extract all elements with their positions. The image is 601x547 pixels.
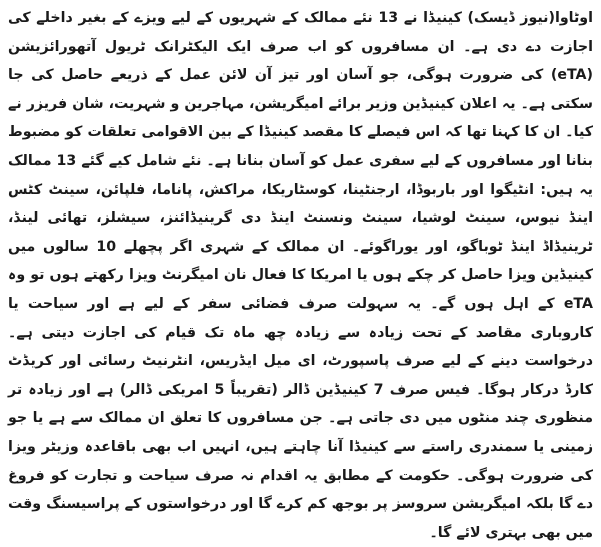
article-text: اوٹاوا(نیوز ڈیسک) کینیڈا نے 13 نئے ممالک کے شہریوں کے لیے ویزے کے بغیر داخلے کی اجازت دے دی ہے۔ ان مسافروں کو اب صرف ایک الیکٹرانک ٹریول آتھورائزیشن (eTA) کی ضرورت ہوگی، جو آسان اور تیز آن لائن عمل کے ذریعے حاصل کی جا سکتی ہے۔ یہ اعلان کینیڈین وزیر برائے امیگریشن، مہاجرین و شہریت، شان فریزر نے کیا۔ ان کا کہنا تھا کہ اس فیصلے کا مقصد کینیڈا کے بین الاقوامی تعلقات کو مضبوط بنانا اور مسافروں کے لیے سفری عمل کو آسان بنانا ہے۔ نئے شامل کیے گئے 13 ممالک یہ ہیں: انٹیگوا اور باربوڈا، ارجنٹینا، کوسٹاریکا، مراکش، پاناما، فلپائن، سینٹ کٹس اینڈ نیوس، سینٹ لوشیا، سینٹ ونسنٹ اینڈ دی گرینیڈائنز، سیشلز، تھائی لینڈ، ٹرینیڈاڈ اینڈ ٹوباگو، اور یوراگوئے۔ ان ممالک کے شہری اگر پچھلے 10 سالوں میں کینیڈین ویزا حاصل کر چکے ہوں یا امریکا کا فعال نان امیگرنٹ ویزا رکھتے ہوں تو وہ eTA کے اہل ہوں گے۔ یہ سہولت صرف فضائی سفر کے لیے ہے اور سیاحت یا کاروباری مقاصد کے تحت زیادہ سے زیادہ چھ ماہ تک قیام کی اجازت دیتی ہے۔ درخواست دینے کے لیے صرف پاسپورٹ، ای میل ایڈریس، انٹرنیٹ رسائی اور کریڈٹ کارڈ درکار ہوگا۔ فیس صرف 7 کینیڈین ڈالر (تقریباً 5 امریکی ڈالر) ہے اور زیادہ تر منظوری چند منٹوں میں دی جاتی ہے۔ جن مسافروں کا تعلق ان ممالک سے ہے یا جو زمینی یا سمندری راستے سے کینیڈا آنا چاہتے ہیں، انہیں اب بھی باقاعدہ وزیٹر ویزا کی ضرورت ہوگی۔ حکومت کے مطابق یہ اقدام نہ صرف سیاحت و تجارت کو فروغ دے گا بلکہ امیگریشن سروسز پر بوجھ کم کرے گا اور درخواستوں کے پراسیسنگ وقت میں بھی بہتری لائے گا۔ — [8, 10, 593, 541]
article-paragraph — [8, 4, 593, 547]
article-body — [8, 4, 593, 547]
